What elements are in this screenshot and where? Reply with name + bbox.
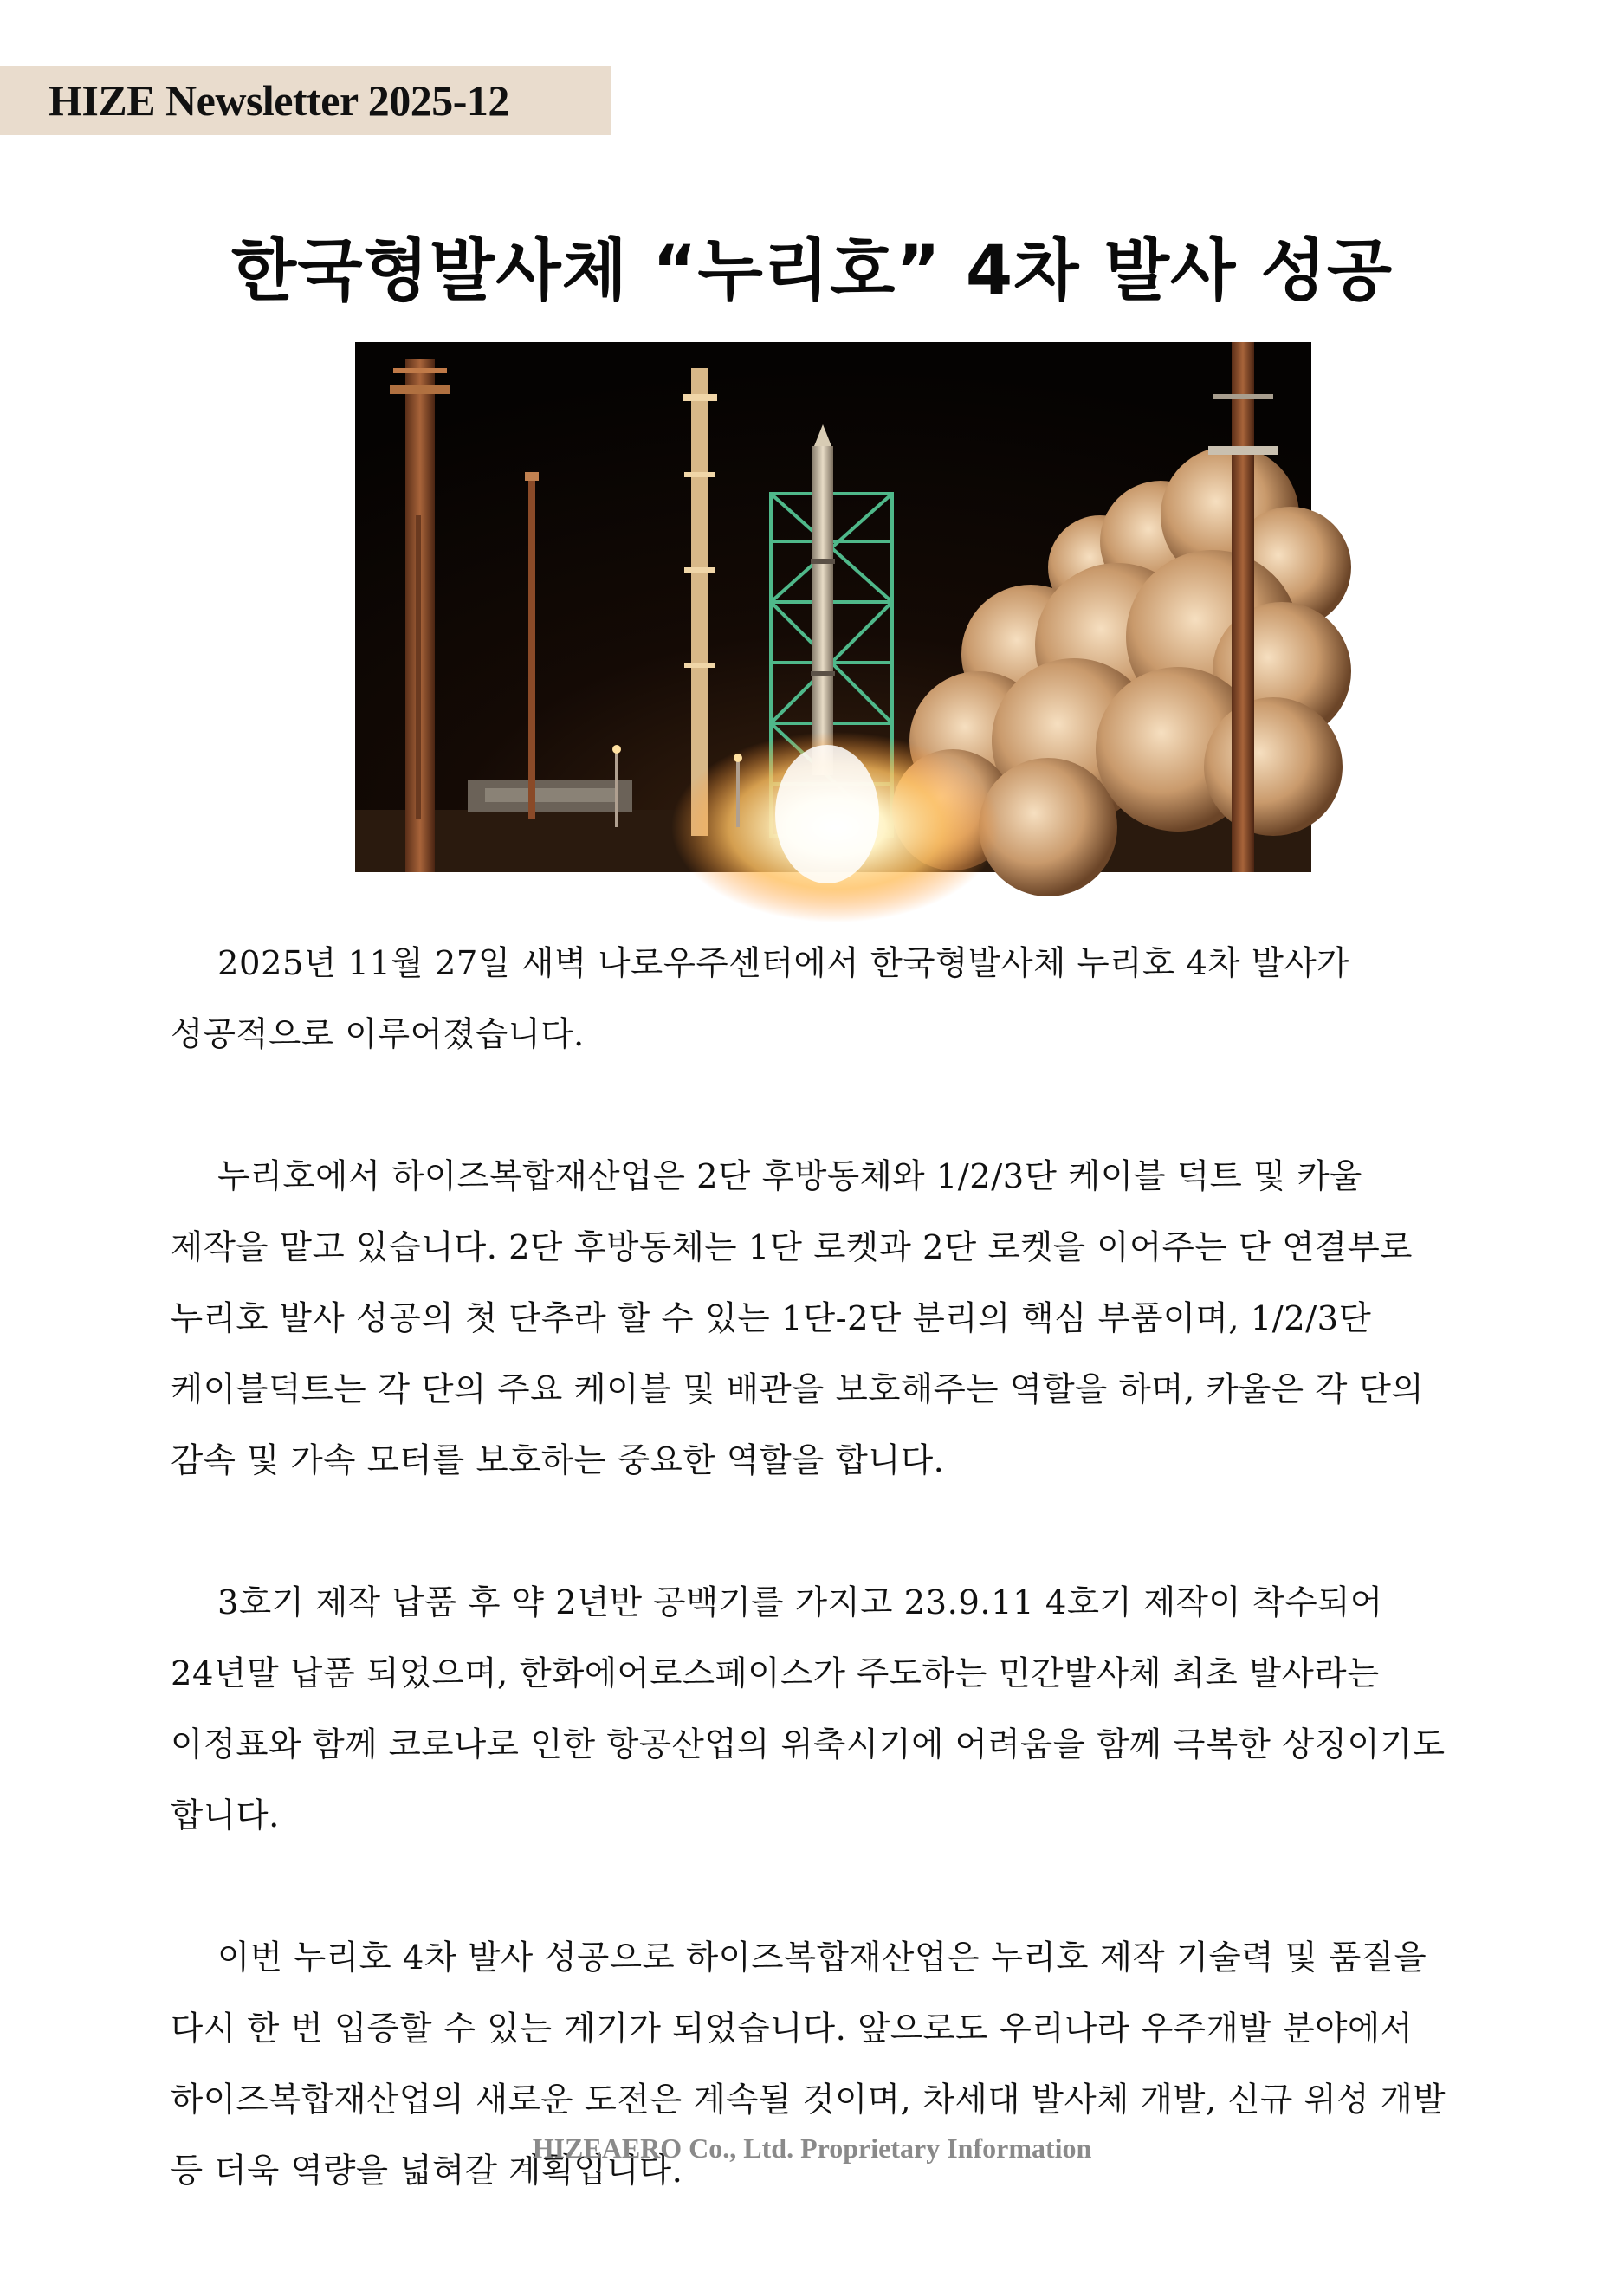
- article-title: 한국형발사체 “누리호” 4차 발사 성공: [230, 232, 1394, 310]
- rocket-launch-photo: [355, 342, 1311, 872]
- article-body: [171, 929, 1470, 2278]
- article-paragraph-4: 이번 누리호 4차 발사 성공으로 하이즈복합재산업은 누리호 제작 기술력 및 품질을 다시 한 번 입증할 수 있는 계기가 되었습니다. 앞으로도 우리나라 우주개발 분야에서 하이즈복합재산업의 새로운 도전은 계속될 것이며, 차세대 발사체 개발, 신규 위성 개발 등 더욱 역량을 넓혀갈 계획입니다.: [171, 1938, 1446, 2191]
- article-paragraph-3: 3호기 제작 납품 후 약 2년반 공백기를 가지고 23.9.11 4호기 제작이 착수되어 24년말 납품 되었으며, 한화에어로스페이스가 주도하는 민간발사체 최초 발사라는 이정표와 함께 코로나로 인한 항공산업의 위축시기에 어려움을 함께 극복한 상징이기도 합니다.: [171, 1583, 1446, 1835]
- newsletter-issue-tag: [0, 66, 611, 135]
- newsletter-issue-label: HIZE Newsletter 2025-12: [49, 76, 509, 125]
- article-paragraph-2: 누리호에서 하이즈복합재산업은 2단 후방동체와 1/2/3단 케이블 덕트 및 카울 제작을 맡고 있습니다. 2단 후방동체는 1단 로켓과 2단 로켓을 이어주는 단 연결부로 누리호 발사 성공의 첫 단추라 할 수 있는 1단-2단 분리의 핵심 부품이며, 1/2/3단 케이블덕트는 각 단의 주요 케이블 및 배관을 보호해주는 역할을 하며, 카울은 각 단의 감속 및 가속 모터를 보호하는 중요한 역할을 합니다.: [171, 1157, 1425, 1480]
- article-paragraph-1: 2025년 11월 27일 새벽 나로우주센터에서 한국형발사체 누리호 4차 발사가 성공적으로 이루어졌습니다.: [171, 944, 1349, 1054]
- proprietary-footer: HIZEAERO Co., Ltd. Proprietary Information: [532, 2132, 1092, 2164]
